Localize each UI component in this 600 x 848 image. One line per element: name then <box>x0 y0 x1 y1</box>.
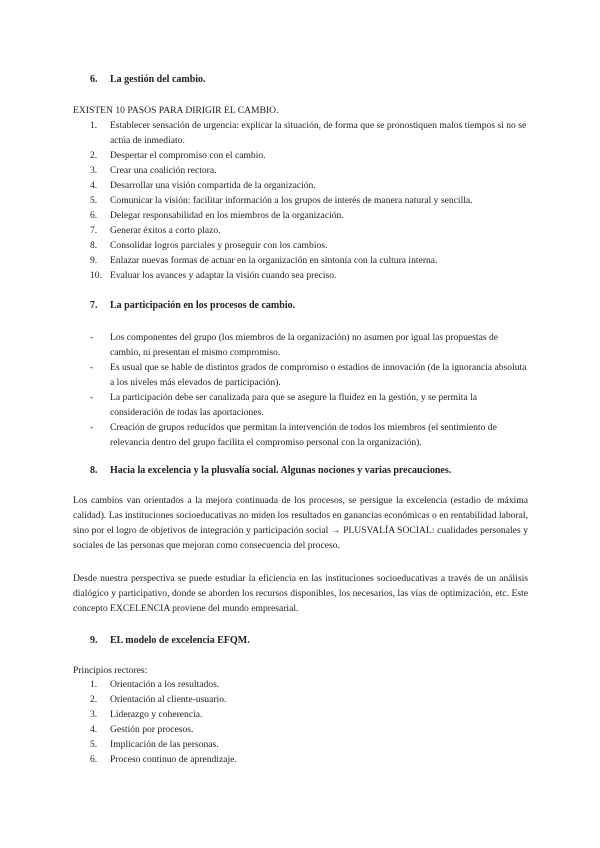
section-7-number: 7. <box>90 300 98 311</box>
principles-list <box>90 677 530 767</box>
list-item: 3. Crear una coalición rectora. <box>90 165 217 176</box>
list-item: 1. Orientación a los resultados. <box>90 679 220 690</box>
section-8-title: Hacia la excelencia y la plusvalía social. Algunas nociones y varias precauciones. <box>110 465 452 476</box>
section-6-title: La gestión del cambio. <box>110 74 206 85</box>
section-7-title: La participación en los procesos de cambio. <box>110 300 296 311</box>
list-item: 2. Despertar el compromiso con el cambio. <box>90 150 266 161</box>
change-steps-list <box>90 118 530 283</box>
section-8-heading <box>90 463 451 478</box>
section-7-heading <box>90 298 295 313</box>
section-8-number: 8. <box>90 465 98 476</box>
list-item: - Es usual que se hable de distintos grados de compromiso o estadios de innovación (de la ignorancia absoluta a los niveles más elevados de participación). <box>90 362 527 388</box>
list-item: 6. Proceso continuo de aprendizaje. <box>90 754 237 765</box>
list-item: 5. Comunicar la visión: facilitar información a los grupos de interés de manera natural y sencilla. <box>90 195 473 206</box>
section-9-intro: Principios rectores: <box>73 665 148 676</box>
section-8-paragraph-2: Desde nuestra perspectiva se puede estudiar la eficiencia en las instituciones socioeducativas a través de un análisis dialógico y participativo, donde se aborden los recursos disponibles, los necesarios, las vías de optimización, etc. Este concepto EXCELENCIA proviene del mundo empresarial. <box>73 573 528 614</box>
section-6-heading <box>90 72 206 87</box>
list-item: 3. Liderazgo y coherencia. <box>90 709 203 720</box>
section-8-paragraph-1: Los cambios van orientados a la mejora continuada de los procesos, se persigue la excelencia (estadio de máxima calidad). Las instituciones socioeducativas no miden los resultados en ganancias económicas o en rentabilidad laboral, sino por el logro de objetivos de integración y participación social → PLUSVALÍA SOCIAL: cualidades personales y sociales de las personas que mejoran como consecuencia del proceso. <box>73 495 528 551</box>
list-item: - La participación debe ser canalizada para que se asegure la fluidez en la gestión, y se permita la consideración de todas las aportaciones. <box>90 392 478 418</box>
section-9-number: 9. <box>90 635 98 646</box>
section-9-heading <box>90 633 250 648</box>
section-6-intro: EXISTEN 10 PASOS PARA DIRIGIR EL CAMBIO. <box>73 105 279 116</box>
participation-list <box>90 330 530 450</box>
list-item: 6. Delegar responsabilidad en los miembros de la organización. <box>90 210 344 221</box>
list-item: 7. Generar éxitos a corto plazo. <box>90 225 221 236</box>
section-9-title: EL modelo de excelencia EFQM. <box>110 635 250 646</box>
list-item: 9. Enlazar nuevas formas de actuar en la organización en sintonía con la cultura interna. <box>90 255 438 266</box>
list-item: 8. Consolidar logros parciales y proseguir con los cambios. <box>90 240 328 251</box>
list-item: 5. Implicación de las personas. <box>90 739 219 750</box>
list-item: 10. Evaluar los avances y adaptar la visión cuando sea preciso. <box>90 270 337 281</box>
list-item: 1. Establecer sensación de urgencia: explicar la situación, de forma que se pronostiquen malos tiempos si no se actúa de inmediato. <box>90 120 527 146</box>
list-item: 4. Gestión por procesos. <box>90 724 194 735</box>
list-item: - Los componentes del grupo (los miembros de la organización) no asumen por igual las propuestas de cambio, ni presentan el mismo compromiso. <box>90 332 499 358</box>
list-item: 4. Desarrollar una visión compartida de la organización. <box>90 180 316 191</box>
list-item: - Creación de grupos reducidos que permitan la intervención de todos los miembros (el sentimiento de relevancia dentro del grupo facilita el compromiso personal con la organización). <box>90 422 497 448</box>
section-6-number: 6. <box>90 74 98 85</box>
list-item: 2. Orientación al cliente-usuario. <box>90 694 227 705</box>
